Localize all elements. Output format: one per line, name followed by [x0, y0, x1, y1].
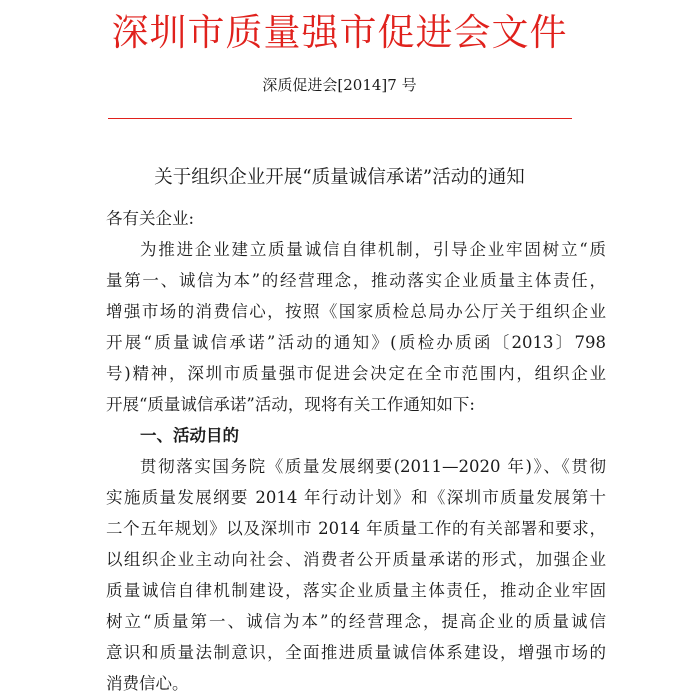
- section-line: 实施质量发展纲要 2014 年行动计划》和《深圳市质量发展第十: [106, 488, 606, 507]
- section-line: 以组织企业主动向社会、消费者公开质量承诺的形式，加强企业: [106, 550, 606, 569]
- section-line: 消费信心。: [106, 674, 189, 693]
- red-divider: [108, 118, 572, 119]
- section-heading: 一、活动目的: [140, 426, 239, 445]
- notice-body: [106, 203, 606, 699]
- section-line: 贯彻落实国务院《质量发展纲要(2011—2020 年)》、《贯彻: [140, 457, 606, 476]
- section-line: 二个五年规划》以及深圳市 2014 年质量工作的有关部署和要求，: [106, 519, 606, 538]
- doc-number: 深质促进会[2014]7 号: [262, 76, 417, 94]
- org-title: 深圳市质量强市促进会文件: [111, 11, 568, 54]
- intro-line: 开展“质量诚信承诺”活动，现将有关工作通知如下:: [106, 395, 475, 414]
- intro-line: 号)精神，深圳市质量强市促进会决定在全市范围内，组织企业: [106, 364, 606, 383]
- section-line: 意识和质量法制意识，全面推进质量诚信体系建设，增强市场的: [106, 643, 606, 662]
- section-line: 质量诚信自律机制建设，落实企业质量主体责任，推动企业牢固: [106, 581, 606, 600]
- intro-line: 增强市场的消费信心，按照《国家质检总局办公厅关于组织企业: [106, 302, 606, 321]
- intro-line: 开展“质量诚信承诺”活动的通知》(质检办质函〔2013〕798: [106, 333, 606, 352]
- intro-line: 量第一、诚信为本”的经营理念，推动落实企业质量主体责任，: [106, 271, 606, 290]
- notice-title: 关于组织企业开展“质量诚信承诺”活动的通知: [154, 167, 525, 188]
- salutation: 各有关企业:: [106, 209, 195, 228]
- intro-line: 为推进企业建立质量诚信自律机制，引导企业牢固树立“质: [140, 240, 606, 259]
- section-line: 树立“质量第一、诚信为本”的经营理念，提高企业的质量诚信: [106, 612, 606, 631]
